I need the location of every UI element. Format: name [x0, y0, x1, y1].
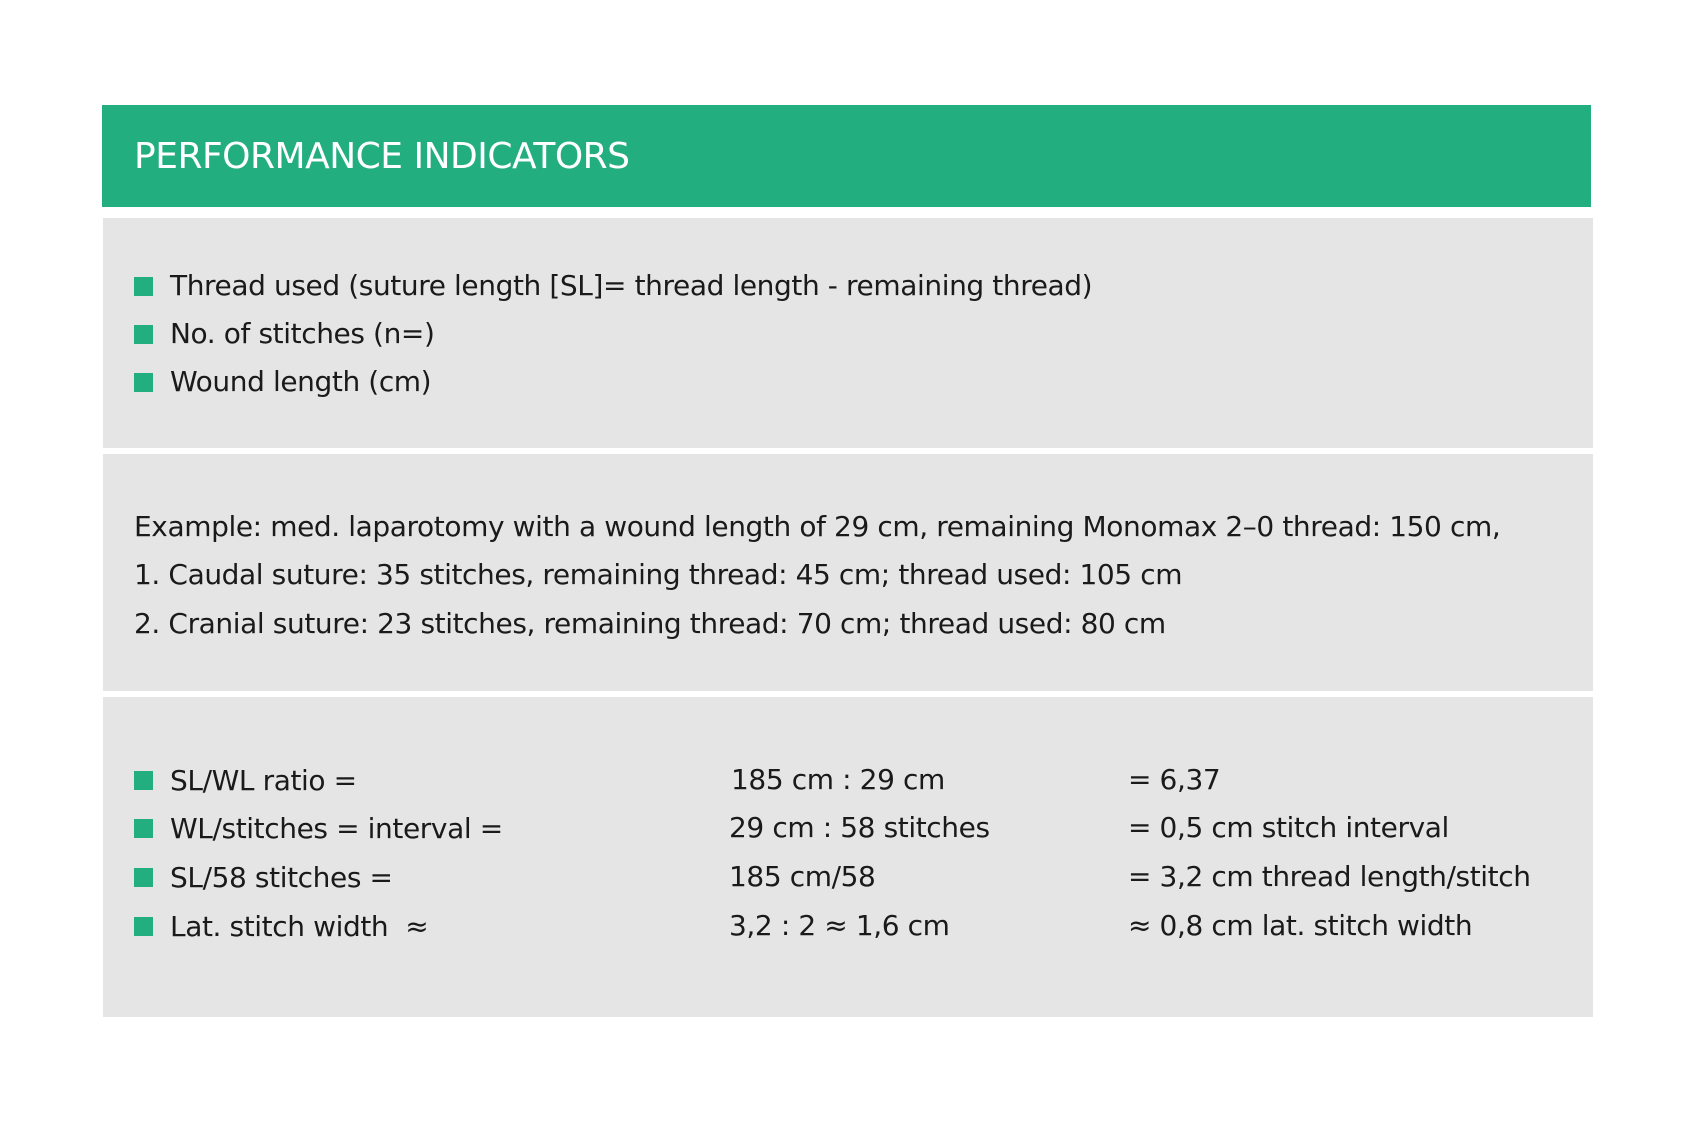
- calculation-row: [134, 804, 1564, 852]
- indicator-item: [134, 358, 431, 406]
- calc-label: SL/WL ratio =: [170, 763, 357, 797]
- indicator-item: [134, 310, 435, 358]
- calc-result: = 0,5 cm stitch interval: [1128, 811, 1449, 844]
- bullet-square-icon: [134, 819, 153, 838]
- calculation-row: [134, 902, 1564, 950]
- calc-formula: 185 cm/58: [729, 860, 876, 893]
- example-line-cranial: 2. Cranial suture: 23 stitches, remaining thread: 70 cm; thread used: 80 cm: [134, 607, 1166, 640]
- calc-result: = 6,37: [1128, 763, 1221, 796]
- calculations-panel: [103, 697, 1593, 1017]
- bullet-square-icon: [134, 325, 153, 344]
- bullet-square-icon: [134, 277, 153, 296]
- calc-formula: 29 cm : 58 stitches: [729, 811, 990, 844]
- indicator-text: Wound length (cm): [170, 365, 432, 398]
- calc-result: = 3,2 cm thread length/stitch: [1128, 860, 1531, 893]
- calc-formula: 185 cm : 29 cm: [731, 763, 945, 796]
- example-intro: Example: med. laparotomy with a wound length of 29 cm, remaining Monomax 2–0 thread: 150 cm,: [134, 510, 1501, 543]
- calculation-row: [134, 756, 1564, 804]
- bullet-square-icon: [134, 868, 153, 887]
- calc-result: ≈ 0,8 cm lat. stitch width: [1128, 909, 1473, 942]
- bullet-square-icon: [134, 771, 153, 790]
- calc-label: WL/stitches = interval =: [170, 811, 503, 845]
- indicator-text: Thread used (suture length [SL]= thread length - remaining thread): [170, 269, 1093, 302]
- indicators-panel: [103, 218, 1593, 448]
- example-panel: [103, 454, 1593, 691]
- indicator-text: No. of stitches (n=): [170, 317, 435, 350]
- indicator-item: [134, 262, 1092, 310]
- calc-label: Lat. stitch width ≈: [170, 909, 429, 943]
- calc-label: SL/58 stitches =: [170, 860, 393, 894]
- bullet-square-icon: [134, 917, 153, 936]
- header-bar: [102, 105, 1591, 207]
- page-title: PERFORMANCE INDICATORS: [134, 135, 630, 177]
- calc-formula: 3,2 : 2 ≈ 1,6 cm: [729, 909, 950, 942]
- calculation-row: [134, 853, 1564, 901]
- example-line-caudal: 1. Caudal suture: 35 stitches, remaining thread: 45 cm; thread used: 105 cm: [134, 558, 1183, 591]
- bullet-square-icon: [134, 373, 153, 392]
